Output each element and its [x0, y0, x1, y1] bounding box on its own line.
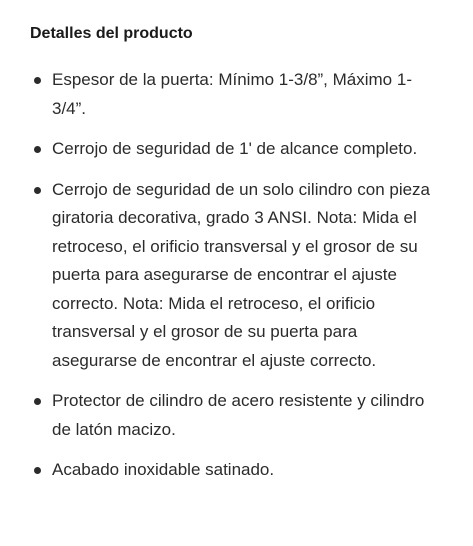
list-item — [30, 66, 432, 123]
list-item — [30, 135, 432, 164]
list-item — [30, 176, 432, 376]
bullet-icon — [34, 77, 41, 84]
list-item-text: Acabado inoxidable satinado. — [52, 460, 275, 479]
section-title: Detalles del producto — [30, 25, 193, 42]
product-details-list — [30, 66, 443, 485]
bullet-icon — [34, 467, 41, 474]
list-item-text: Cerrojo de seguridad de 1' de alcance completo. — [52, 139, 418, 158]
list-item — [30, 387, 432, 444]
list-item — [30, 456, 432, 485]
bullet-icon — [34, 187, 41, 194]
list-item-text: Protector de cilindro de acero resistente y cilindro de latón macizo. — [52, 391, 425, 439]
list-item-text: Espesor de la puerta: Mínimo 1-3/8”, Máximo 1-3/4”. — [52, 70, 412, 118]
bullet-icon — [34, 398, 41, 405]
list-item-text: Cerrojo de seguridad de un solo cilindro con pieza giratoria decorativa, grado 3 ANSI. Nota: Mida el retroceso, el orificio transversal y el grosor de su puerta para asegurarse de encontrar el ajuste correcto. Nota: Mida el retroceso, el orificio transversal y el grosor de su puerta para asegurarse de encontrar el ajuste correcto. — [52, 179, 431, 370]
bullet-icon — [34, 146, 41, 153]
